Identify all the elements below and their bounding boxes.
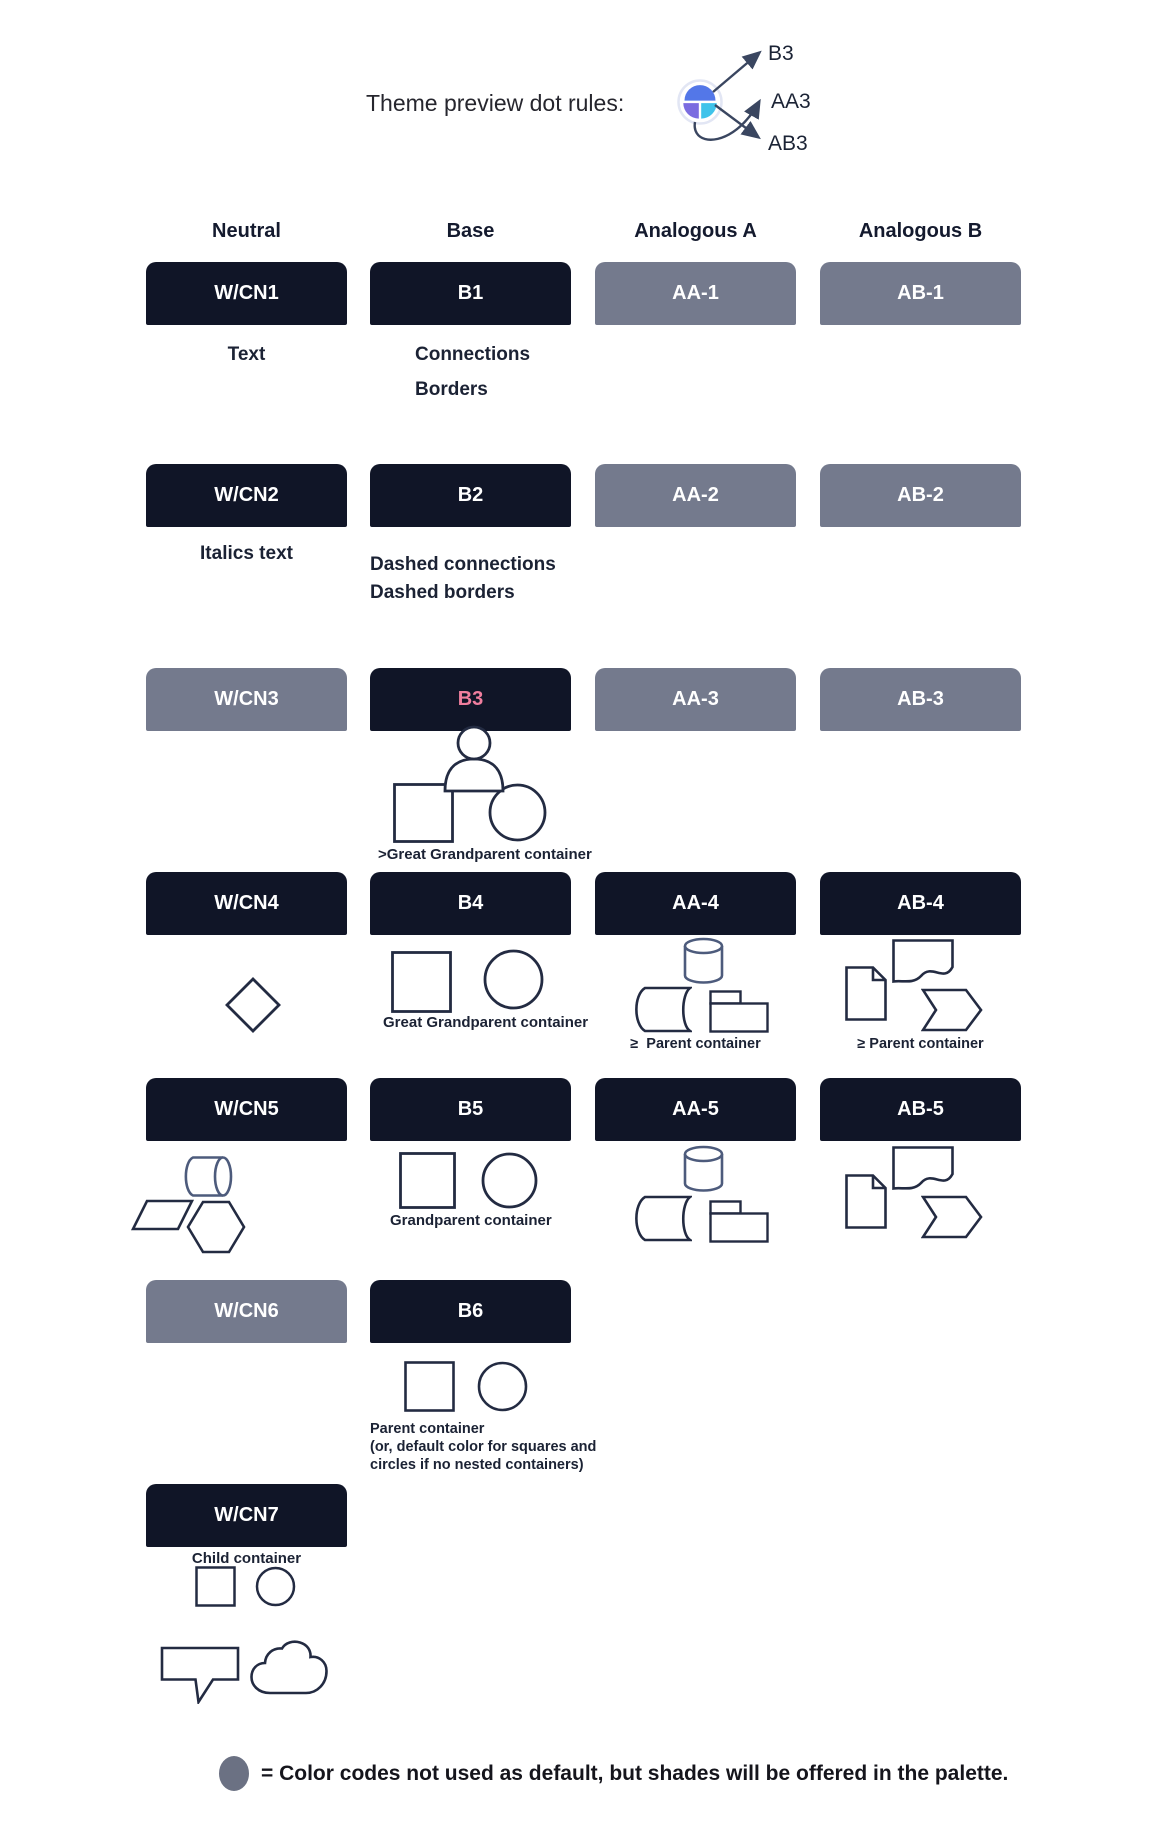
caption-child-container: Child container: [191, 1550, 302, 1567]
pill-b1: B1: [370, 262, 571, 325]
dot-label-b3: B3: [768, 42, 794, 65]
chevron-arrow-icon: [921, 988, 983, 1032]
wavy-document-icon: [892, 1146, 954, 1191]
pill-aa1: AA-1: [595, 262, 796, 325]
caption-dashed-borders: Dashed borders: [370, 582, 515, 603]
circle-icon: [483, 949, 544, 1010]
cloud-icon: [249, 1639, 329, 1696]
pill-wcn2: W/CN2: [146, 464, 347, 527]
page-title: Theme preview dot rules:: [366, 90, 625, 116]
cylinder-icon: [683, 937, 724, 985]
stored-data-icon: [629, 1195, 692, 1242]
document-icon: [845, 1174, 887, 1229]
pill-ab5: AB-5: [820, 1078, 1021, 1141]
pill-b6: B6: [370, 1280, 571, 1343]
pill-aa2: AA-2: [595, 464, 796, 527]
pill-ab1: AB-1: [820, 262, 1021, 325]
column-header-analogous-b: Analogous B: [858, 220, 983, 242]
pill-aa4: AA-4: [595, 872, 796, 935]
folder-icon: [709, 990, 769, 1033]
square-icon: [404, 1361, 455, 1412]
square-icon: [399, 1152, 456, 1209]
legend-dot-icon: [219, 1756, 249, 1791]
square-icon: [195, 1566, 236, 1607]
pill-b5: B5: [370, 1078, 571, 1141]
caption-italics-text: Italics text: [200, 543, 293, 564]
parallelogram-icon: [131, 1199, 194, 1231]
caption-parent-line1: Parent container: [370, 1421, 485, 1437]
column-header-neutral: Neutral: [212, 220, 281, 242]
square-icon: [391, 951, 452, 1013]
person-icon: [438, 725, 510, 793]
pill-ab2: AB-2: [820, 464, 1021, 527]
diamond-icon: [224, 976, 282, 1034]
wavy-document-icon: [892, 939, 954, 984]
caption-great-grandparent-gt: >Great Grandparent container: [378, 846, 592, 863]
caption-text: Text: [227, 344, 266, 365]
legend-text: = Color codes not used as default, but shades will be offered in the palette.: [261, 1762, 1009, 1785]
circle-icon: [481, 1152, 538, 1209]
pill-wcn6: W/CN6: [146, 1280, 347, 1343]
caption-borders: Borders: [415, 379, 488, 400]
caption-connections: Connections: [415, 344, 531, 365]
column-header-analogous-a: Analogous A: [634, 220, 757, 242]
chevron-arrow-icon: [921, 1195, 983, 1239]
pill-b4: B4: [370, 872, 571, 935]
caption-gte-parent-aa: ≥ Parent container: [630, 1036, 761, 1052]
caption-great-grandparent: Great Grandparent container: [383, 1014, 589, 1031]
document-icon: [845, 966, 887, 1021]
cylinder-icon: [683, 1145, 724, 1193]
circle-icon: [477, 1361, 528, 1412]
pill-ab3: AB-3: [820, 668, 1021, 731]
pill-wcn3: W/CN3: [146, 668, 347, 731]
arrow-to-b3: [713, 53, 759, 92]
column-header-base: Base: [446, 220, 495, 242]
pill-wcn4: W/CN4: [146, 872, 347, 935]
cylinder-horizontal-icon: [180, 1155, 233, 1198]
pill-wcn5: W/CN5: [146, 1078, 347, 1141]
caption-grandparent: Grandparent container: [390, 1212, 552, 1229]
dot-label-aa3: AA3: [771, 90, 811, 113]
dot-label-ab3: AB3: [768, 132, 808, 155]
caption-parent-line3: circles if no nested containers): [370, 1457, 584, 1473]
pill-wcn7: W/CN7: [146, 1484, 347, 1547]
stored-data-icon: [629, 986, 692, 1033]
speech-bubble-icon: [160, 1646, 240, 1704]
pill-ab4: AB-4: [820, 872, 1021, 935]
pill-aa5: AA-5: [595, 1078, 796, 1141]
caption-gte-parent-ab: ≥ Parent container: [857, 1036, 984, 1052]
pill-wcn1: W/CN1: [146, 262, 347, 325]
hexagon-icon: [186, 1200, 246, 1254]
caption-parent-line2: (or, default color for squares and: [370, 1439, 597, 1455]
arrow-to-ab3: [715, 105, 758, 137]
pill-aa3: AA-3: [595, 668, 796, 731]
caption-dashed-connections: Dashed connections: [370, 554, 556, 575]
pill-b2: B2: [370, 464, 571, 527]
circle-icon: [255, 1566, 296, 1607]
folder-icon: [709, 1200, 769, 1243]
pill-b3: B3: [370, 668, 571, 731]
